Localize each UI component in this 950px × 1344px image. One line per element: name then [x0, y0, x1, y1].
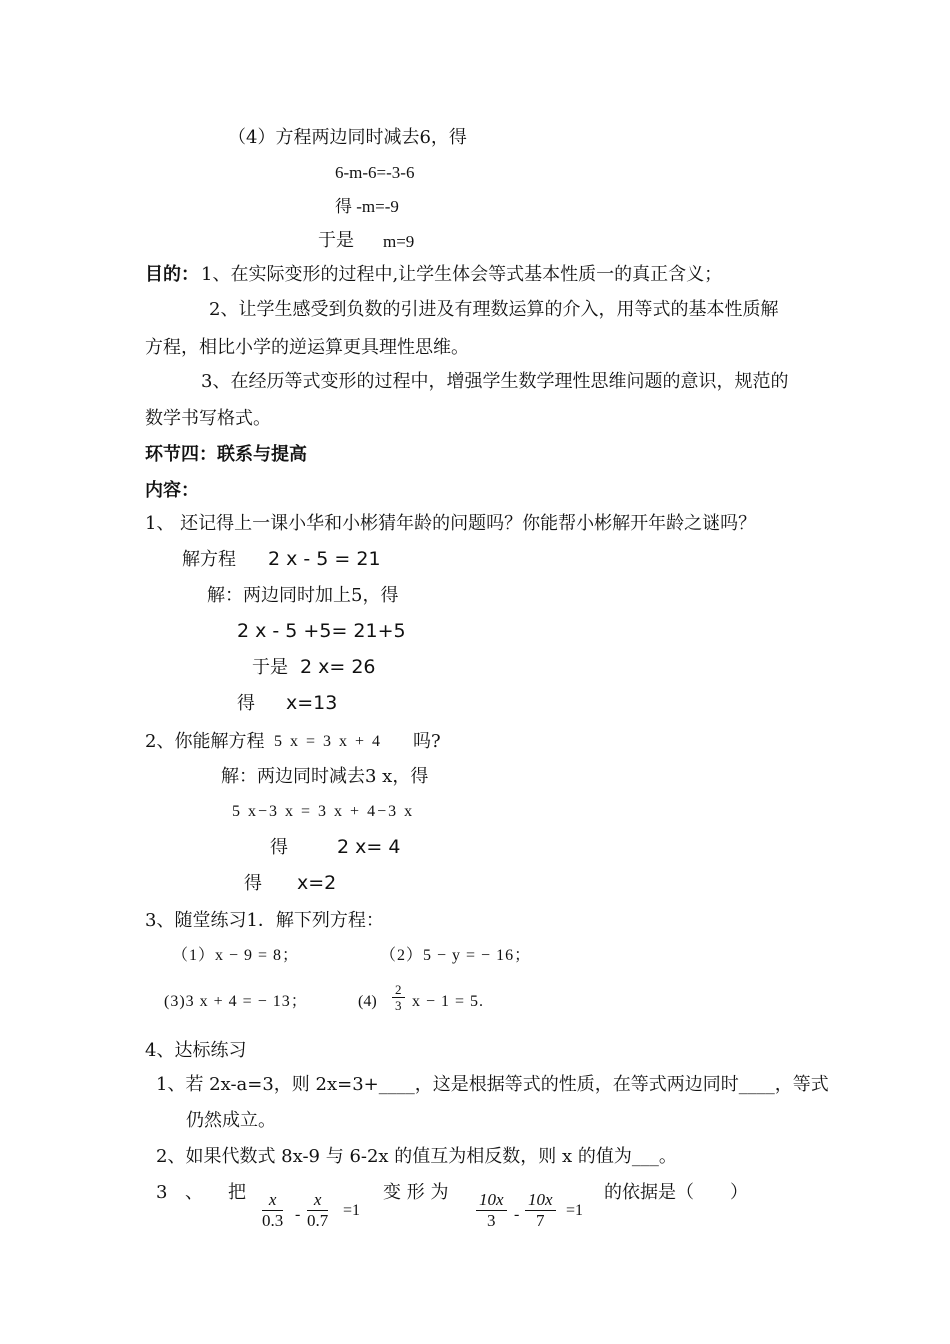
fraction-denominator: 0.3: [262, 1211, 284, 1230]
q4-item2: 2、如果代数式 8x-9 与 6-2x 的值互为相反数，则 x 的值为___。: [156, 1146, 677, 1167]
q4-item3-word-transform: 变 形 为: [383, 1182, 449, 1203]
section-heading: 环节四：联系与提高: [145, 444, 307, 465]
fraction-denominator: 3: [487, 1211, 496, 1230]
fraction-x-over-0.7: [307, 1190, 328, 1231]
q3-problem-2: （2）5 − y = − 16；: [380, 947, 532, 964]
fraction-numerator: 10x: [476, 1190, 507, 1211]
content-label: 内容：: [145, 480, 199, 501]
q3-problem-1: （1）x − 9 = 8；: [172, 947, 300, 964]
q3-text: 3、随堂练习1．解下列方程：: [145, 910, 384, 931]
purpose-item3-line2: 数学书写格式。: [145, 408, 271, 429]
q4-item1-line2: 仍然成立。: [186, 1110, 276, 1131]
q2-text-suffix: 吗?: [413, 731, 441, 752]
fraction-10x-over-3: [476, 1190, 507, 1231]
q2-step3-prefix: 得: [244, 873, 262, 894]
fraction-x-over-0.3: [262, 1190, 283, 1231]
q2-text-prefix: 2、你能解方程: [145, 731, 265, 752]
q4-item3-number: 3: [156, 1182, 168, 1203]
step4-line3-value: m=9: [383, 232, 415, 251]
fraction-10x-over-7: [525, 1190, 556, 1231]
step4-intro: （4）方程两边同时减去6，得: [228, 127, 467, 148]
q1-text: 1、 还记得上一课小华和小彬猜年龄的问题吗？你能帮小彬解开年龄之谜吗？: [145, 513, 757, 534]
equals-one: =1: [566, 1202, 584, 1219]
q2-step2: 2 x= 4: [337, 836, 401, 858]
equals-one: =1: [343, 1202, 361, 1219]
q4-item3-word-ba: 把: [228, 1182, 246, 1203]
q4-item3-tail: 的依据是（ ）: [604, 1182, 748, 1203]
step4-line3-prefix: 于是: [318, 230, 354, 251]
q2-step2-prefix: 得: [270, 837, 288, 858]
q4-heading: 4、达标练习: [145, 1040, 247, 1061]
fraction-numerator: x: [262, 1190, 283, 1211]
q1-step3: x=13: [286, 692, 338, 714]
q3-problem-3: (3)3 x + 4 = − 13；: [164, 993, 308, 1010]
q2-solution-intro: 解：两边同时减去3 x，得: [221, 766, 429, 787]
minus-sign: -: [514, 1206, 520, 1223]
step4-line1: 6-m-6=-3-6: [335, 163, 415, 182]
purpose-item3-line1: 3、在经历等式变形的过程中，增强学生数学理性思维问题的意识，规范的: [201, 371, 789, 392]
fraction-numerator: x: [307, 1190, 328, 1211]
q1-equation: 2 x - 5 = 21: [268, 548, 381, 570]
q1-step2-prefix: 于是: [252, 657, 288, 678]
fraction-denominator: 7: [536, 1211, 545, 1230]
purpose-item2-line2: 方程，相比小学的逆运算更具理性思维。: [145, 337, 469, 358]
purpose-label: 目的：: [145, 264, 199, 285]
step4-line2: 得 -m=-9: [335, 197, 399, 216]
fraction-numerator: 2: [392, 982, 405, 998]
q4-item1-line1: 1、若 2x-a=3，则 2x=3+____，这是根据等式的性质，在等式两边同时____，等式: [156, 1074, 829, 1095]
q2-equation: 5 x = 3 x + 4: [274, 733, 383, 750]
q1-step3-prefix: 得: [237, 693, 255, 714]
minus-sign: -: [295, 1206, 301, 1223]
q2-step3: x=2: [297, 872, 337, 894]
purpose-item2-line1: 2、让学生感受到负数的引进及有理数运算的介入，用等式的基本性质解: [209, 299, 779, 320]
q3-problem-4-fraction: [392, 982, 405, 1013]
fraction-denominator: 3: [395, 998, 402, 1013]
q3-problem-4-rest: x − 1 = 5.: [412, 993, 485, 1010]
q1-solution-intro: 解：两边同时加上5，得: [207, 585, 399, 606]
q1-step2: 2 x= 26: [300, 656, 376, 678]
q2-step1: 5 x−3 x = 3 x + 4−3 x: [232, 803, 415, 820]
fraction-denominator: 0.7: [307, 1211, 329, 1230]
q1-solve-label: 解方程: [182, 549, 236, 570]
q4-item3-separator: 、: [185, 1182, 203, 1203]
q3-problem-4-prefix: (4): [358, 993, 377, 1010]
purpose-item1: 1、在实际变形的过程中,让学生体会等式基本性质一的真正含义；: [201, 264, 723, 285]
q1-step1: 2 x - 5 +5= 21+5: [237, 620, 406, 642]
fraction-numerator: 10x: [525, 1190, 556, 1211]
